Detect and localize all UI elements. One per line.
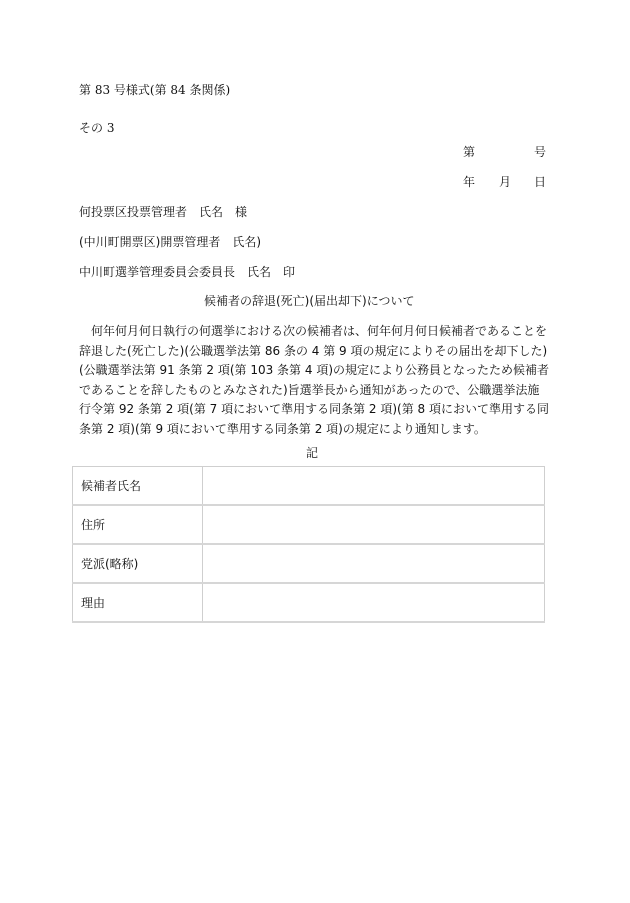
table-row	[73, 505, 545, 544]
table-row	[73, 583, 545, 622]
sender-committee-chair: 中川町選挙管理委員会委員長 氏名 印	[79, 265, 296, 279]
row-label-reason: 理由	[73, 583, 203, 622]
doc-number-suffix: 号	[534, 145, 547, 159]
row-value-reason	[203, 583, 545, 622]
sub-number: その 3	[79, 121, 115, 135]
table-row	[73, 544, 545, 583]
recipient-counting-manager: (中川町開票区)開票管理者 氏名)	[79, 235, 262, 249]
row-label-candidate-name: 候補者氏名	[73, 467, 203, 506]
body-text: 何年何月何日執行の何選挙における次の候補者は、何年何月何日候補者であることを辞退した(死亡した)(公職選挙法第 86 条の 4 第 9 項の規定によりその届出を却下した)(公職選挙法第 91 条第 2 項(第 103 条第 4 項)の規定により公務員となったため候補者であることを辞したものとみなされた)旨選挙長から通知があったので、公職選挙法施行令第 92 条第 2 項(第 7 項において準用する同条第 2 項)(第 8 項において準用する同条第 2 項)(第 9 項において準用する同条第 2 項)の規定により通知します。	[79, 324, 550, 436]
form-number: 第 83 号様式(第 84 条関係)	[79, 83, 231, 97]
date-year: 年	[463, 175, 476, 189]
row-value-party	[203, 544, 545, 583]
document-title: 候補者の辞退(死亡)(届出却下)について	[204, 294, 415, 308]
table-row	[73, 467, 545, 506]
row-label-address: 住所	[73, 505, 203, 544]
doc-number-prefix: 第	[463, 145, 476, 159]
row-value-candidate-name	[203, 467, 545, 506]
body-paragraph	[79, 322, 549, 439]
row-label-party: 党派(略称)	[73, 544, 203, 583]
recipient-polling-manager: 何投票区投票管理者 氏名 様	[79, 205, 248, 219]
date-day: 日	[534, 175, 547, 189]
detail-table	[72, 466, 545, 623]
date-month: 月	[499, 175, 512, 189]
row-value-address	[203, 505, 545, 544]
ki-label: 記	[306, 446, 319, 460]
